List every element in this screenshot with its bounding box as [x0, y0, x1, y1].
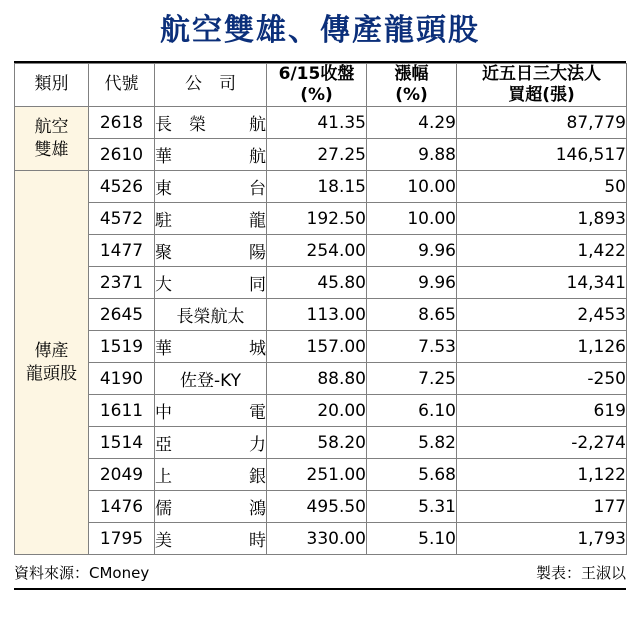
cell-code: 2049 — [89, 459, 155, 491]
cell-change: 5.31 — [367, 491, 457, 523]
company-name-part: 電 — [249, 403, 266, 423]
header-code: 代號 — [89, 63, 155, 107]
company-name-part: 聚 — [155, 243, 172, 263]
header-close-line2: (%) — [300, 84, 333, 105]
company-name-part: 上 — [155, 467, 172, 487]
company-name-part: 力 — [249, 435, 266, 455]
cell-company — [155, 267, 267, 299]
page-title: 航空雙雄、傳產龍頭股 — [160, 13, 480, 48]
cell-code: 2610 — [89, 139, 155, 171]
source-label: 資料來源：CMoney — [14, 564, 150, 582]
header-close — [267, 63, 367, 107]
cell-net: 146,517 — [457, 139, 627, 171]
company-name-part: 亞 — [155, 435, 172, 455]
company-name-part: 長 榮 — [155, 115, 206, 135]
cell-change: 7.25 — [367, 363, 457, 395]
cell-code: 2618 — [89, 107, 155, 139]
cell-code: 4526 — [89, 171, 155, 203]
cell-net: 1,793 — [457, 523, 627, 555]
cell-close: 157.00 — [267, 331, 367, 363]
header-change — [367, 63, 457, 107]
cell-company — [155, 459, 267, 491]
company-name-part: 時 — [249, 531, 266, 551]
cell-code: 4572 — [89, 203, 155, 235]
header-net-line2: 買超(張) — [508, 84, 575, 105]
cell-close: 113.00 — [267, 299, 367, 331]
cell-code: 1519 — [89, 331, 155, 363]
cell-company — [155, 107, 267, 139]
cell-net: -2,274 — [457, 427, 627, 459]
cell-net: 87,779 — [457, 107, 627, 139]
cell-change: 4.29 — [367, 107, 457, 139]
header-close-line1: 6/15收盤 — [278, 63, 355, 84]
company-name-part: 銀 — [249, 467, 266, 487]
company-name-part: 中 — [155, 403, 172, 423]
company-name-part: 航 — [249, 115, 266, 135]
cell-company — [155, 395, 267, 427]
cell-code: 2371 — [89, 267, 155, 299]
company-name-part: 儒 — [155, 499, 172, 519]
table-footer — [14, 555, 626, 583]
table-row — [15, 331, 627, 363]
company-name-part: 陽 — [249, 243, 266, 263]
cell-company — [155, 491, 267, 523]
cell-company — [155, 427, 267, 459]
cell-code: 1476 — [89, 491, 155, 523]
cell-net: 1,893 — [457, 203, 627, 235]
company-name-part: 華 — [155, 147, 172, 167]
stock-table — [14, 63, 627, 556]
header-change-line1: 漲幅 — [394, 63, 429, 84]
cell-close: 495.50 — [267, 491, 367, 523]
cell-company — [155, 235, 267, 267]
company-name-part: 城 — [249, 339, 266, 359]
company-name-part: 同 — [249, 275, 266, 295]
cell-change: 10.00 — [367, 171, 457, 203]
table-row — [15, 427, 627, 459]
header-change-line2: (%) — [395, 84, 428, 105]
category-cell — [15, 107, 89, 171]
table-row — [15, 363, 627, 395]
cell-close: 45.80 — [267, 267, 367, 299]
cell-code: 1611 — [89, 395, 155, 427]
cell-net: 177 — [457, 491, 627, 523]
cell-change: 6.10 — [367, 395, 457, 427]
table-row — [15, 267, 627, 299]
company-name-part: 台 — [249, 179, 266, 199]
cell-net: 2,453 — [457, 299, 627, 331]
header-net — [457, 63, 627, 107]
company-name-part: 龍 — [249, 211, 266, 231]
table-row — [15, 171, 627, 203]
cell-close: 58.20 — [267, 427, 367, 459]
table-row — [15, 299, 627, 331]
cell-change: 5.68 — [367, 459, 457, 491]
cell-company: 長榮航太 — [155, 299, 267, 331]
company-name-part: 東 — [155, 179, 172, 199]
cell-company — [155, 203, 267, 235]
cell-company — [155, 523, 267, 555]
category-label-line1: 航空 — [34, 117, 69, 138]
company-name-part: 駐 — [155, 211, 172, 231]
cell-change: 5.10 — [367, 523, 457, 555]
company-name-part: 航 — [249, 147, 266, 167]
cell-net: 619 — [457, 395, 627, 427]
header-category: 類別 — [15, 63, 89, 107]
table-row — [15, 107, 627, 139]
cell-change: 9.96 — [367, 235, 457, 267]
table-row — [15, 235, 627, 267]
cell-net: 1,126 — [457, 331, 627, 363]
table-row — [15, 459, 627, 491]
company-name-part: 大 — [155, 275, 172, 295]
title-bar — [14, 8, 626, 59]
bottom-divider — [14, 588, 626, 590]
cell-code: 1795 — [89, 523, 155, 555]
category-label-line2: 龍頭股 — [26, 363, 77, 384]
table-row — [15, 523, 627, 555]
company-name-part: 鴻 — [249, 499, 266, 519]
cell-net: 50 — [457, 171, 627, 203]
table-row — [15, 139, 627, 171]
cell-change: 10.00 — [367, 203, 457, 235]
table-row — [15, 203, 627, 235]
cell-net: 1,422 — [457, 235, 627, 267]
cell-code: 1477 — [89, 235, 155, 267]
table-header-row — [15, 63, 627, 107]
cell-close: 18.15 — [267, 171, 367, 203]
cell-close: 27.25 — [267, 139, 367, 171]
cell-company — [155, 171, 267, 203]
cell-company: 佐登-KY — [155, 363, 267, 395]
header-company: 公 司 — [155, 63, 267, 107]
header-net-line1: 近五日三大法人 — [482, 63, 601, 84]
cell-net: -250 — [457, 363, 627, 395]
cell-close: 330.00 — [267, 523, 367, 555]
company-name-part: 華 — [155, 339, 172, 359]
cell-change: 8.65 — [367, 299, 457, 331]
cell-company — [155, 331, 267, 363]
cell-close: 251.00 — [267, 459, 367, 491]
category-label-line1: 傳產 — [34, 341, 69, 362]
cell-change: 9.96 — [367, 267, 457, 299]
cell-company — [155, 139, 267, 171]
cell-close: 41.35 — [267, 107, 367, 139]
cell-net: 14,341 — [457, 267, 627, 299]
cell-close: 254.00 — [267, 235, 367, 267]
cell-change: 5.82 — [367, 427, 457, 459]
cell-change: 9.88 — [367, 139, 457, 171]
cell-close: 20.00 — [267, 395, 367, 427]
company-name-part: 美 — [155, 531, 172, 551]
cell-change: 7.53 — [367, 331, 457, 363]
category-cell — [15, 171, 89, 555]
category-label-line2: 雙雄 — [34, 139, 69, 160]
table-row — [15, 491, 627, 523]
table-row — [15, 395, 627, 427]
cell-code: 2645 — [89, 299, 155, 331]
cell-code: 1514 — [89, 427, 155, 459]
author-label: 製表：王淑以 — [535, 564, 626, 582]
cell-close: 88.80 — [267, 363, 367, 395]
cell-code: 4190 — [89, 363, 155, 395]
cell-close: 192.50 — [267, 203, 367, 235]
cell-net: 1,122 — [457, 459, 627, 491]
